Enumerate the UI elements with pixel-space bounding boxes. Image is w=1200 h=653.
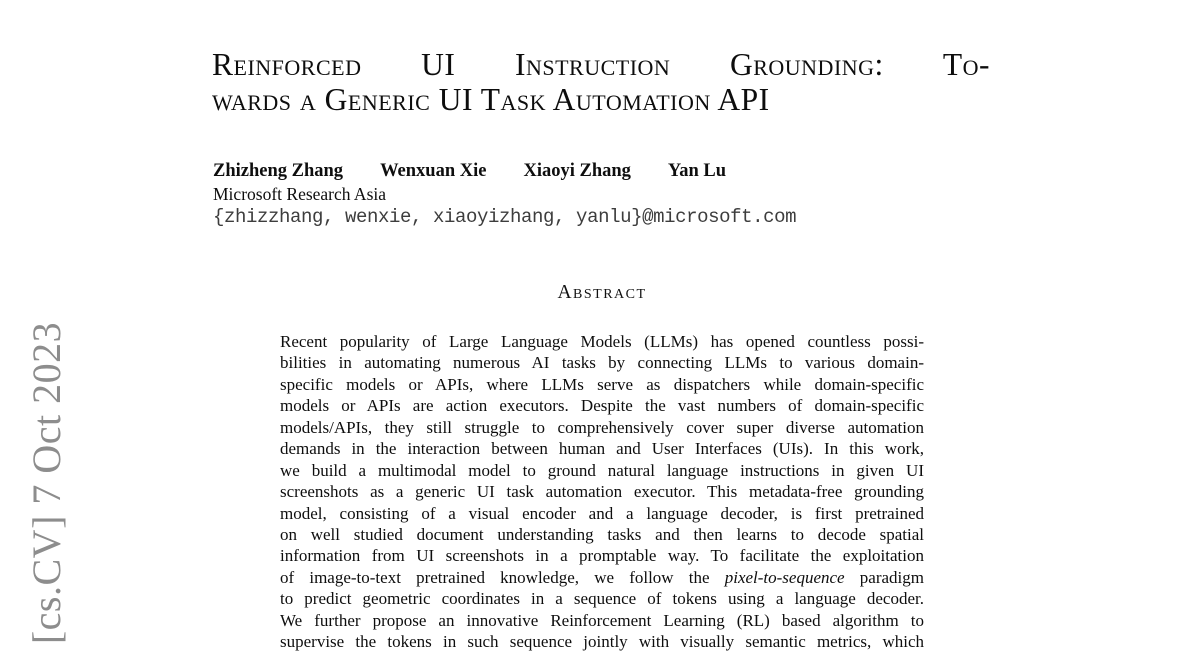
abstract-line: screenshots as a generic UI task automation executor. This metadata-free grounding	[280, 482, 924, 502]
author-name: Yan Lu	[667, 161, 727, 181]
author-name: Xiaoyi Zhang	[523, 161, 631, 181]
abstract-line: model, consisting of a visual encoder and a language decoder, is first pretrained	[280, 503, 924, 523]
abstract-heading: Abstract	[557, 282, 647, 303]
abstract-line: to predict geometric coordinates in a sequence of tokens using a language decoder.	[280, 589, 924, 609]
abstract-line: we build a multimodal model to ground natural language instructions in given UI	[280, 460, 924, 480]
author-emails: {zhizzhang, wenxie, xiaoyizhang, yanlu}@microsoft.com	[213, 206, 797, 228]
abstract-line: demands in the interaction between human and User Interfaces (UIs). In this work,	[280, 439, 924, 459]
author-name: Wenxuan Xie	[380, 161, 487, 181]
paper-title-line-1: Reinforced UI Instruction Grounding: To-	[212, 47, 990, 82]
authors-block	[213, 161, 796, 227]
abstract-line: models or APIs are action executors. Despite the vast numbers of domain-specific	[280, 396, 924, 416]
author-names	[213, 161, 796, 182]
abstract-line: bilities in automating numerous AI tasks by connecting LLMs to various domain-	[280, 353, 924, 373]
abstract-text	[280, 331, 924, 653]
paper-title-line-2: wards a Generic UI Task Automation API	[212, 82, 770, 117]
abstract-line: supervise the tokens in such sequence jointly with visually semantic metrics, which	[280, 632, 924, 652]
author-name: Zhizheng Zhang	[213, 161, 344, 181]
abstract-line: of image-to-text pretrained knowledge, we follow the pixel-to-sequence paradigm	[280, 567, 924, 587]
abstract-line: Recent popularity of Large Language Models (LLMs) has opened countless possi-	[280, 332, 924, 351]
abstract-line: information from UI screenshots in a promptable way. To facilitate the exploitation	[280, 546, 924, 566]
affiliation: Microsoft Research Asia	[213, 184, 387, 204]
abstract-line: on well studied document understanding tasks and then learns to decode spatial	[280, 524, 924, 544]
abstract-line: specific models or APIs, where LLMs serve as dispatchers while domain-specific	[280, 374, 924, 394]
paper-title	[212, 47, 990, 117]
arxiv-watermark: [cs.CV] 7 Oct 2023	[24, 321, 69, 645]
abstract-line: models/APIs, they still struggle to comprehensively cover super diverse automation	[280, 417, 924, 437]
abstract-line: We further propose an innovative Reinforcement Learning (RL) based algorithm to	[280, 610, 924, 630]
